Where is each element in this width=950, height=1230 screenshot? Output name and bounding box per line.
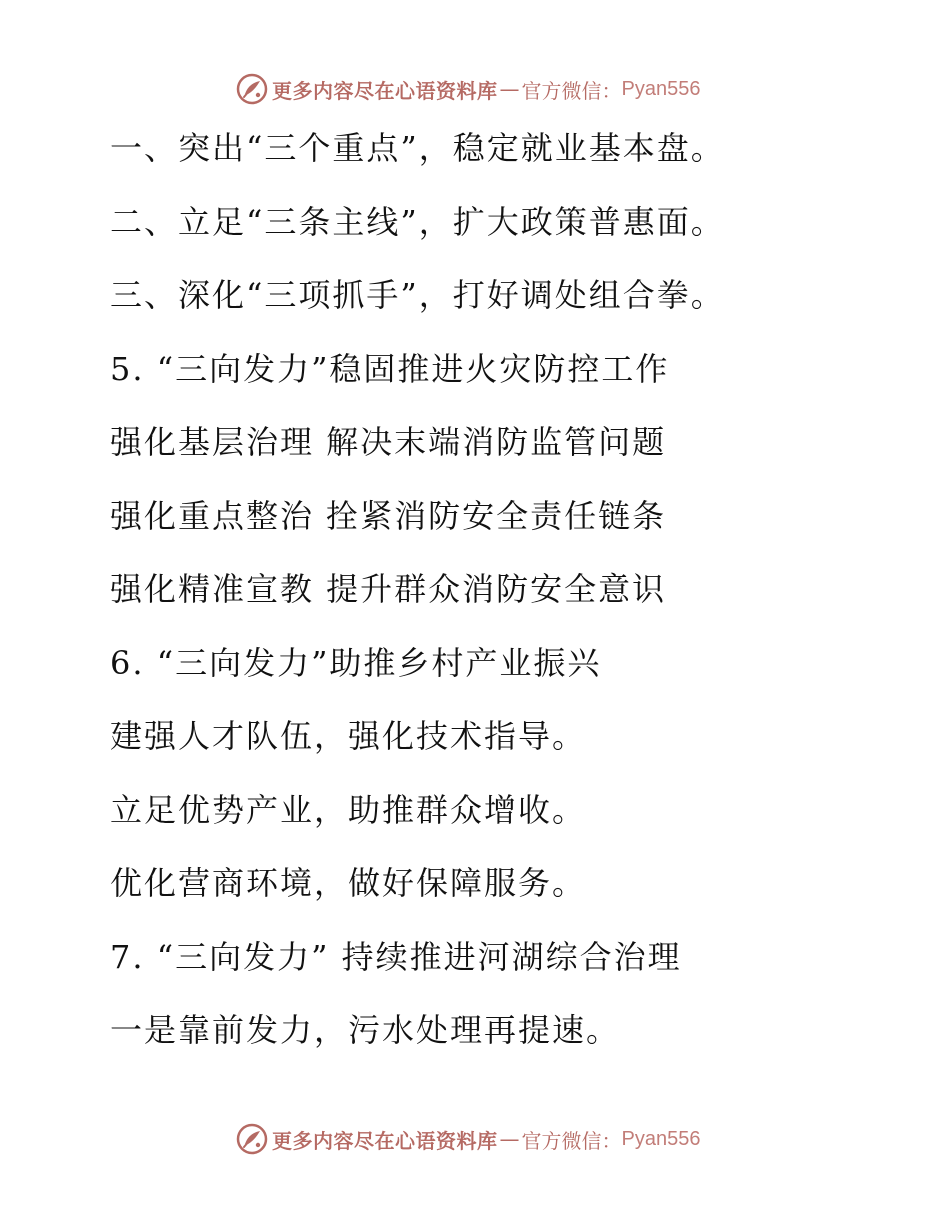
body-line: 建强人才队伍，强化技术指导。 [110,717,587,755]
body-line: 强化精准宣教 提升群众消防安全意识 [110,570,667,608]
header-watermark [236,72,700,106]
body-line: 一、突出“三个重点”，稳定就业基本盘。 [110,129,725,167]
footer-watermark [236,1122,700,1156]
brand-logo-icon [236,73,268,105]
document-body [110,118,930,1074]
body-line: 强化重点整治 拴紧消防安全责任链条 [110,496,667,535]
body-line: 三、深化“三项抓手”，打好调处组合拳。 [110,276,725,314]
body-line: 一是靠前发力，污水处理再提速。 [110,1011,621,1049]
section-heading: 7. “三向发力” 持续推进河湖综合治理 [110,937,682,976]
brand-logo-icon [236,1123,268,1155]
watermark-text: 更多内容尽在心语资料库 [272,78,498,103]
watermark-text: 更多内容尽在心语资料库 [272,1128,498,1153]
section-heading: 5. “三向发力”稳固推进火灾防控工作 [110,349,670,388]
section-heading: 6. “三向发力”助推乡村产业振兴 [110,643,602,682]
watermark-contact-label: 官方微信： [521,1128,622,1153]
body-line: 立足优势产业，助推群众增收。 [110,790,587,829]
watermark-contact-label: 官方微信： [521,78,622,103]
watermark-contact-id: Pyan556 [621,77,701,100]
watermark-dash: — [499,77,520,101]
watermark-dash: — [499,1127,520,1151]
body-line: 优化营商环境，做好保障服务。 [110,864,587,902]
body-line: 强化基层治理 解决末端消防监管问题 [110,423,667,461]
watermark-contact-id: Pyan556 [621,1127,701,1150]
body-line: 二、立足“三条主线”，扩大政策普惠面。 [110,202,725,241]
